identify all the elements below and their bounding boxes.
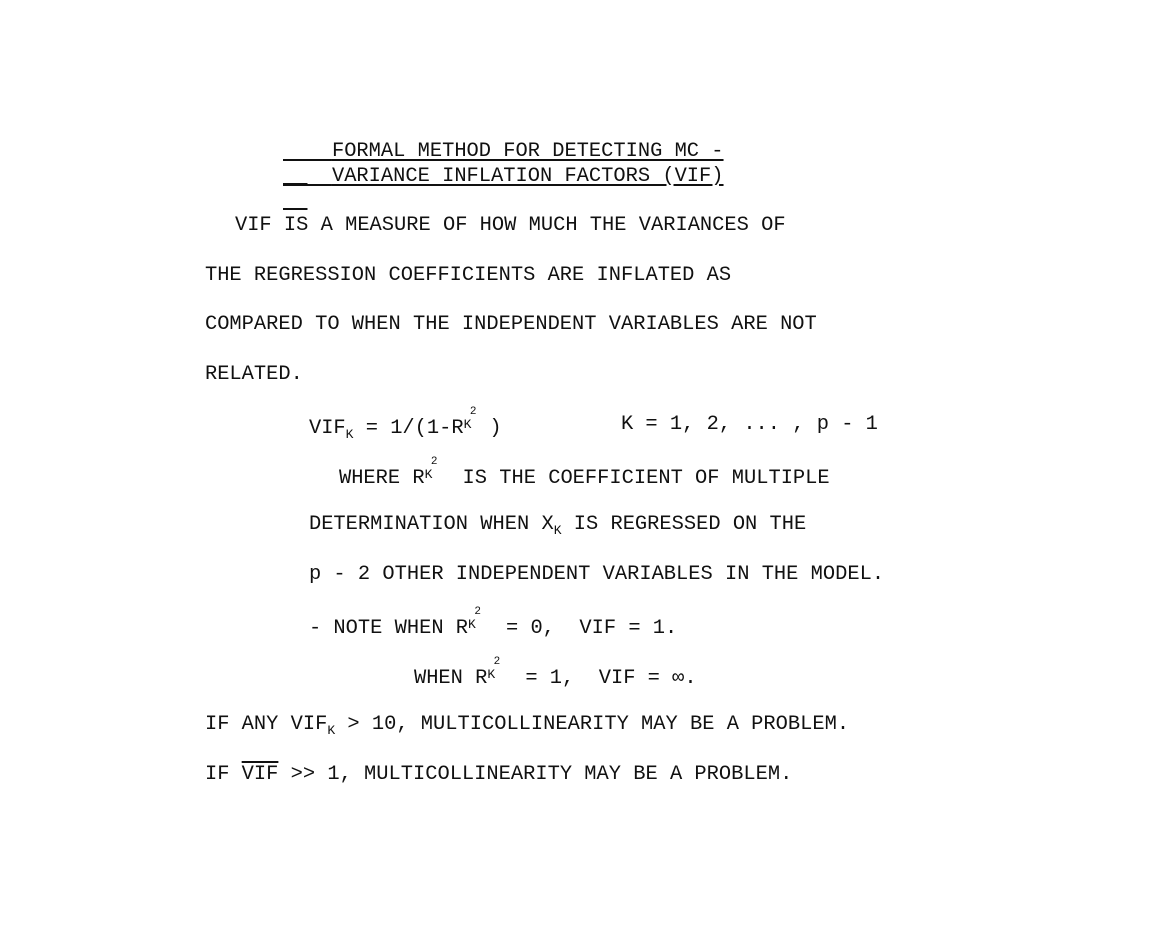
note-case-1: = 0, VIF = 1. [493, 617, 678, 640]
intro-text-4: RELATED. [204, 363, 303, 386]
formula-r-superscript: 2 [469, 406, 477, 418]
where-line2-prefix: DETERMINATION WHEN [308, 513, 542, 536]
intro-text-2: THE REGRESSION COEFFICIENTS ARE INFLATED AS [204, 264, 732, 287]
title-text-1: FORMAL METHOD FOR DETECTING MC - [331, 140, 724, 163]
where-r-subscript: K [424, 467, 433, 482]
note-r-1: R [455, 617, 469, 640]
formula-r: R [451, 417, 464, 440]
formula-vif: VIF [308, 417, 346, 440]
title-text-2: VARIANCE INFLATION FACTORS (VIF) [331, 165, 724, 188]
note-r-superscript-1: 2 [474, 606, 481, 618]
rule-line-2 [156, 739, 792, 811]
where-r: R [412, 467, 425, 490]
note-case-2: = 1, VIF = ∞. [513, 667, 697, 690]
note-r-subsup-2 [487, 656, 513, 683]
rule1-vif-subscript: K [327, 723, 336, 738]
rule1-prefix: IF ANY [204, 713, 291, 736]
formula-r-subscript: K [463, 417, 472, 432]
rule1-vif: VIF [290, 713, 328, 736]
rule2-suffix: >> 1, MULTICOLLINEARITY MAY BE A PROBLEM. [278, 763, 793, 786]
rule2-prefix: IF [204, 763, 242, 786]
rule2-vif-bar: $\overline{VIF}$ [241, 763, 279, 786]
where-r-subsup [424, 456, 451, 483]
where-x-subscript: K [553, 523, 562, 538]
note-r-superscript-2: 2 [493, 656, 501, 668]
note-r-subsup-1 [468, 606, 494, 633]
intro-text-3: COMPARED TO WHEN THE INDEPENDENT VARIABLES ARE NOT [204, 313, 817, 336]
note-r-subscript-2: K [487, 667, 496, 682]
note-r-subscript-1: K [468, 617, 476, 632]
rule1-suffix: > 10, MULTICOLLINEARITY MAY BE A PROBLEM. [335, 713, 850, 736]
where-line3-text: p - 2 OTHER INDEPENDENT VARIABLES IN THE MODEL. [308, 563, 885, 586]
note-when: WHEN [413, 667, 476, 690]
where-prefix: WHERE [338, 467, 413, 490]
formula-equals: = 1/(1- [353, 417, 452, 440]
where-x: X [541, 513, 554, 536]
where-r-superscript: 2 [430, 456, 438, 468]
where-suffix: IS THE COEFFICIENT OF MULTIPLE [450, 467, 830, 490]
formula-vif-subscript: K [345, 427, 354, 442]
note-prefix: - NOTE WHEN [308, 617, 456, 640]
where-line2-suffix: IS REGRESSED ON THE [561, 513, 807, 536]
intro-text-1: VIF IS A MEASURE OF HOW MUCH THE VARIANCES OF [234, 214, 786, 237]
formula-r-subsup [463, 406, 490, 433]
formula-range-text: K = 1, 2, ... , p - 1 [620, 413, 878, 436]
formula-close: ) [489, 417, 502, 440]
note-r-2: R [475, 667, 488, 690]
